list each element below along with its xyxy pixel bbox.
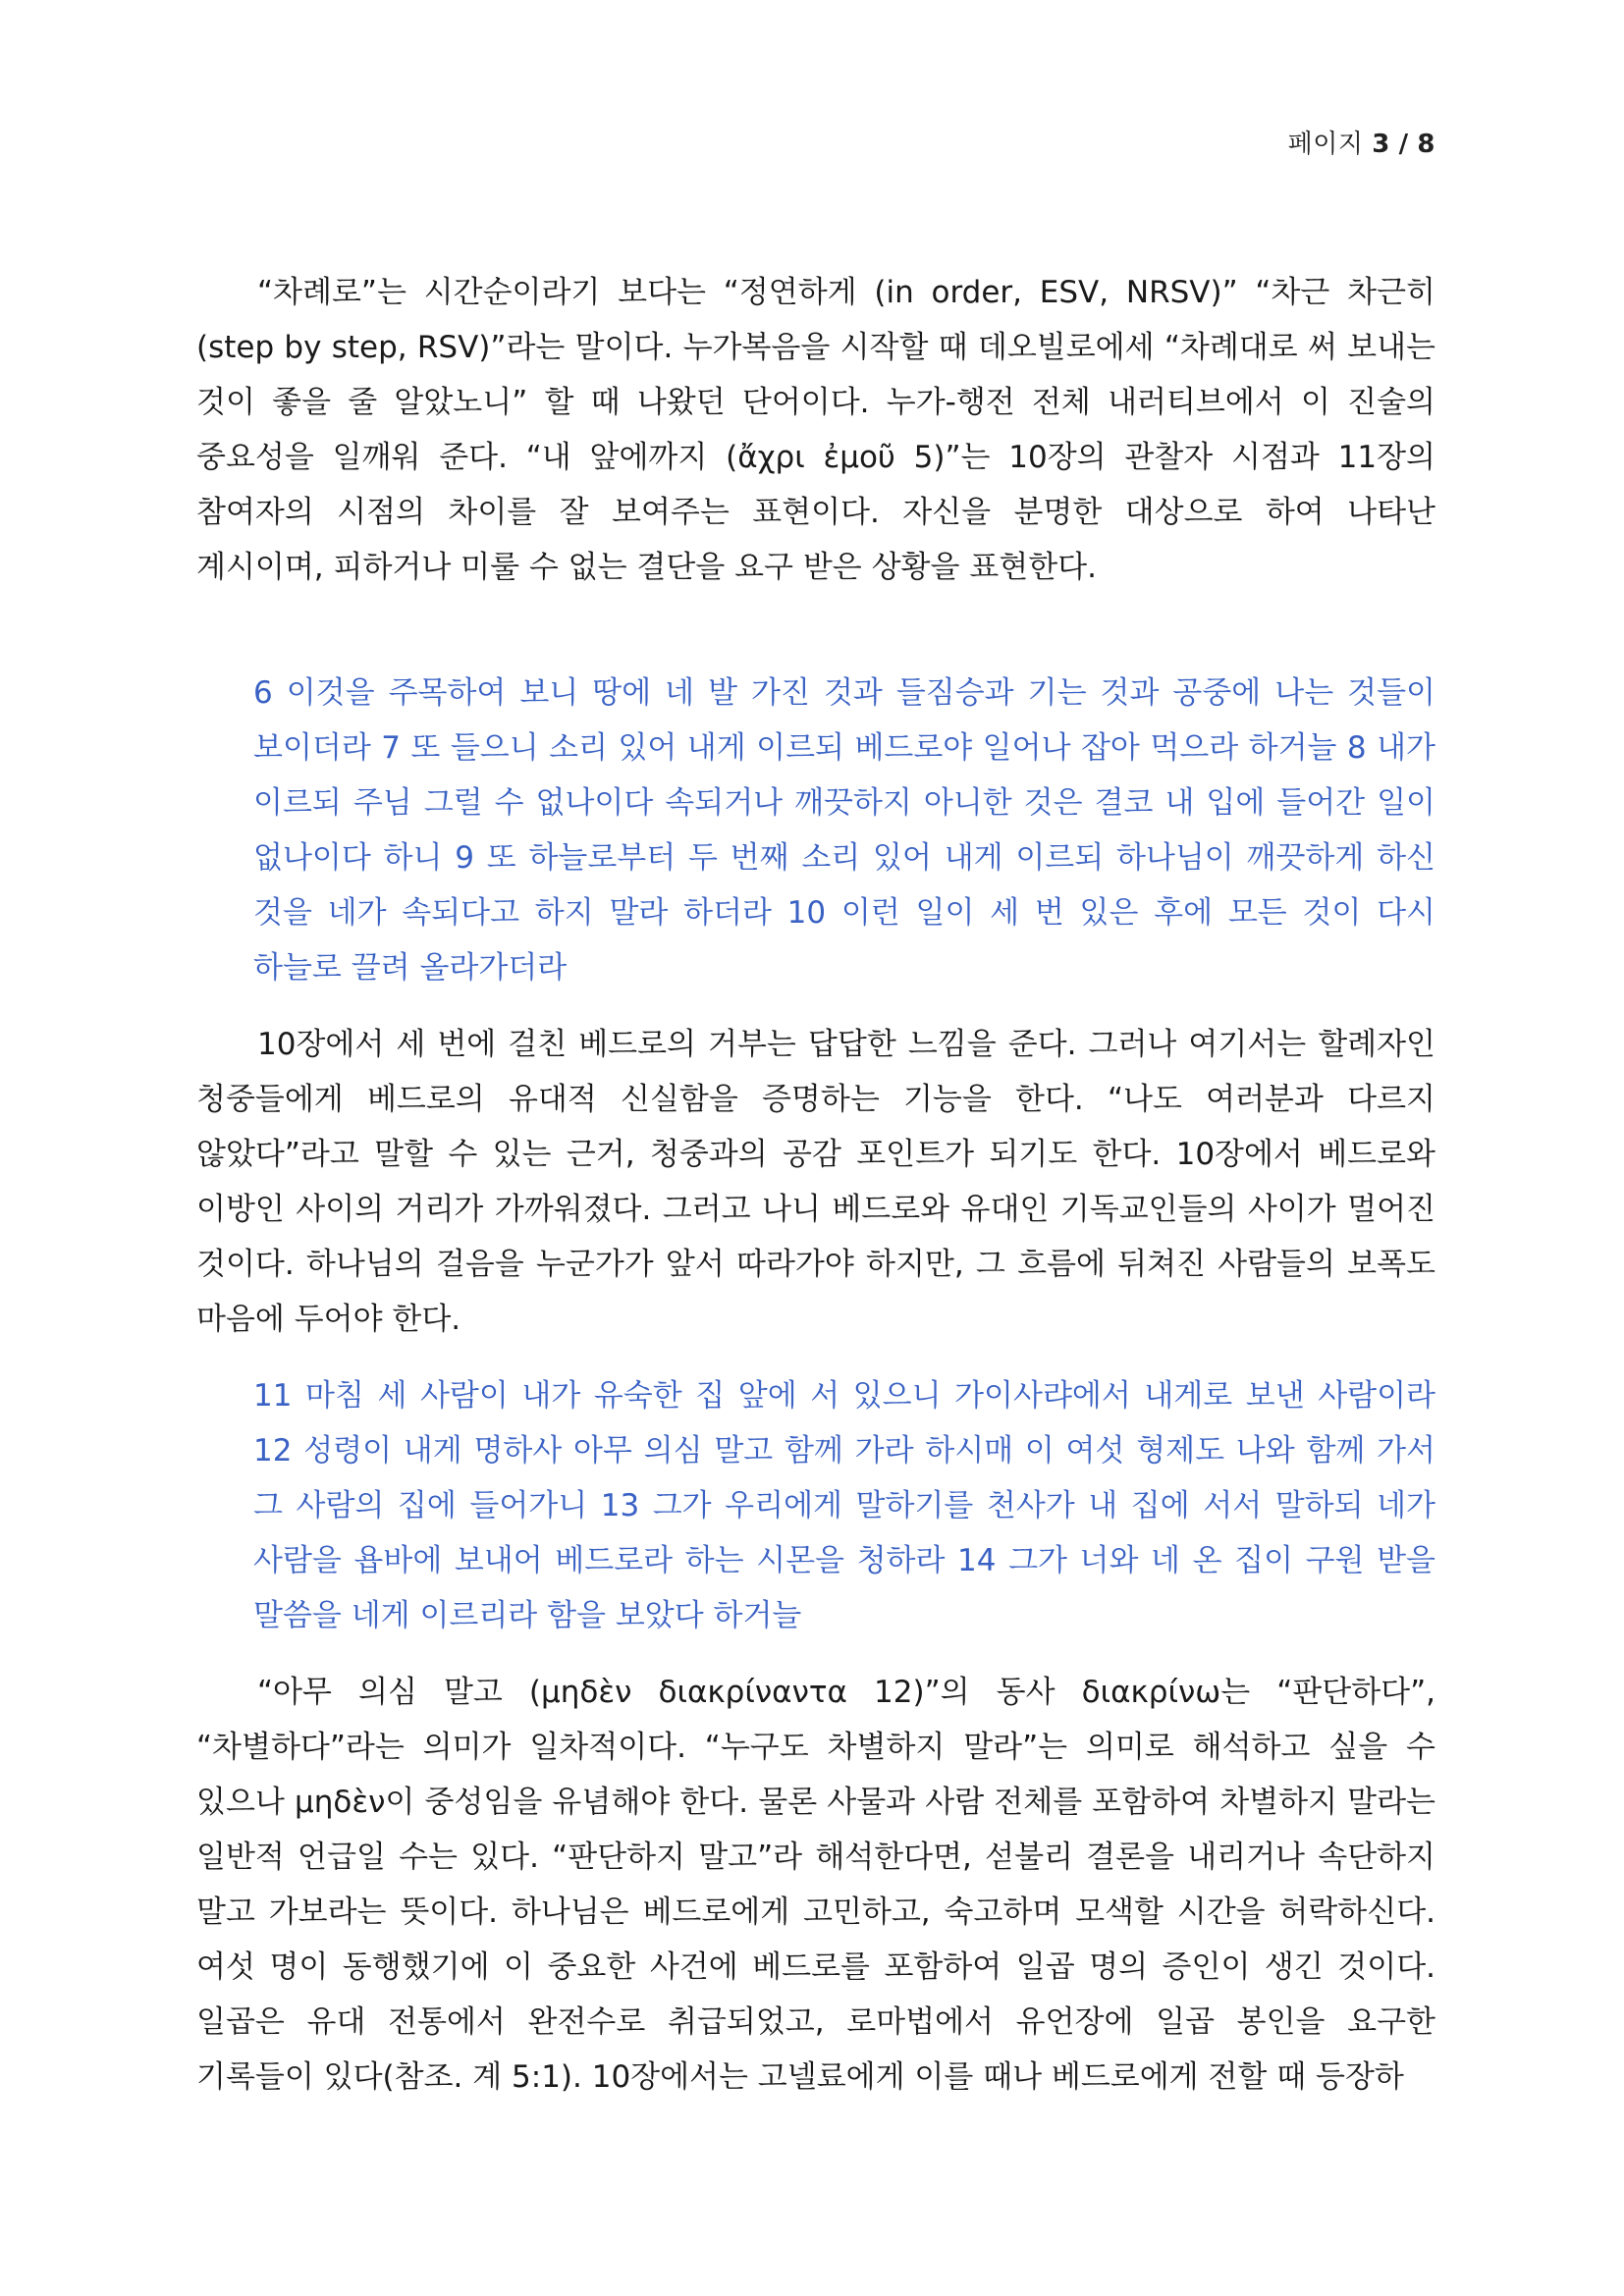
page-label: 페이지 [1287,130,1364,159]
paragraph-commentary-3: “아무 의심 말고 (μηδὲν διακρίναντα 12)”의 동사 διακρίνω는 “판단하다”, “차별하다”라는 의미가 일차적이다. “누구도 차별하지 말라”는 의미로 해석하고 싶을 수 있으나 μηδὲν이 중성임을 유념해야 한다. 물론 사물과 사람 전체를 포함하여 차별하지 말라는 일반적 언급일 수는 있다. “판단하지 말고”라 해석한다면, 섣불리 결론을 내리거나 속단하지 말고 가보라는 뜻이다. 하나님은 베드로에게 고민하고, 숙고하며 모색할 시간을 허락하신다. 여섯 명이 동행했기에 이 중요한 사건에 베드로를 포함하여 일곱 명의 증인이 생긴 것이다. 일곱은 유대 전통에서 완전수로 취급되었고, 로마법에서 유언장에 일곱 봉인을 요구한 기록들이 있다(참조. 계 5:1). 10장에서는 고넬료에게 이를 때나 베드로에게 전할 때 등장하 [196,1675,1435,2095]
scripture-quote-2: 11 마침 세 사람이 내가 유숙한 집 앞에 서 있으니 가이사랴에서 내게로 보낸 사람이라 12 성령이 내게 명하사 아무 의심 말고 함께 가라 하시매 이 여섯 형제도 나와 함께 가서 그 사람의 집에 들어가니 13 그가 우리에게 말하기를 천사가 내 집에 서서 말하되 네가 사람을 욥바에 보내어 베드로라 하는 시몬을 청하라 14 그가 너와 네 온 집이 구원 받을 말씀을 네게 이르리라 함을 보았다 하거늘 [253,1378,1435,1633]
current-page: 3 [1372,130,1390,159]
document-body [196,265,1435,2105]
scripture-quote-1: 6 이것을 주목하여 보니 땅에 네 발 가진 것과 들짐승과 기는 것과 공중에 나는 것들이 보이더라 7 또 들으니 소리 있어 내게 이르되 베드로야 일어나 잡아 먹으라 하거늘 8 내가 이르되 주님 그럴 수 없나이다 속되거나 깨끗하지 아니한 것은 결코 내 입에 들어간 일이 없나이다 하니 9 또 하늘로부터 두 번째 소리 있어 내게 이르되 하나님이 깨끗하게 하신 것을 네가 속되다고 하지 말라 하더라 10 이런 일이 세 번 있은 후에 모든 것이 다시 하늘로 끌려 올라가더라 [253,675,1435,986]
page-separator: / [1398,130,1409,159]
total-pages: 8 [1417,130,1435,159]
page-number [1288,124,1435,160]
paragraph-commentary-2: 10장에서 세 번에 걸친 베드로의 거부는 답답한 느낌을 준다. 그러나 여기서는 할례자인 청중들에게 베드로의 유대적 신실함을 증명하는 기능을 한다. “나도 여러분과 다르지 않았다”라고 말할 수 있는 근거, 청중과의 공감 포인트가 되기도 한다. 10장에서 베드로와 이방인 사이의 거리가 가까워졌다. 그러고 나니 베드로와 유대인 기독교인들의 사이가 멀어진 것이다. 하나님의 걸음을 누군가가 앞서 따라가야 하지만, 그 흐름에 뒤쳐진 사람들의 보폭도 마음에 두어야 한다. [196,1027,1435,1337]
paragraph-commentary-1: “차례로”는 시간순이라기 보다는 “정연하게 (in order, ESV, NRSV)” “차근 차근히 (step by step, RSV)”라는 말이다. 누가복음을 시작할 때 데오빌로에세 “차례대로 써 보내는 것이 좋을 줄 알았노니” 할 때 나왔던 단어이다. 누가-행전 전체 내러티브에서 이 진술의 중요성을 일깨워 준다. “내 앞에까지 (ἄχρι ἐμοῦ 5)”는 10장의 관찰자 시점과 11장의 참여자의 시점의 차이를 잘 보여주는 표현이다. 자신을 분명한 대상으로 하여 나타난 계시이며, 피하거나 미룰 수 없는 결단을 요구 받은 상황을 표현한다. [196,275,1435,585]
